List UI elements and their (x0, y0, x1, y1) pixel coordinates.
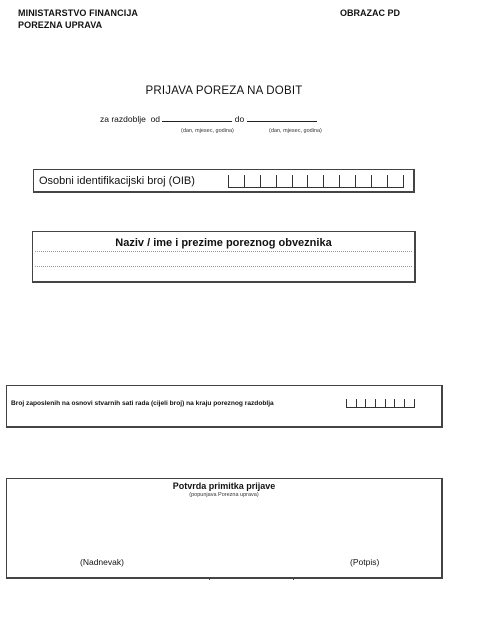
oib-section (33, 169, 415, 193)
oib-digit-cell[interactable] (228, 175, 244, 188)
taxpayer-label: Naziv / ime i prezime poreznog obveznika (115, 237, 332, 249)
divider-tick (209, 577, 210, 580)
period-from-hint: (dan, mjesec, godina) (181, 128, 234, 134)
oib-digit-cell[interactable] (292, 175, 308, 188)
oib-digit-cell[interactable] (260, 175, 276, 188)
taxpayer-line[interactable] (35, 266, 412, 267)
oib-label: Osobni identifikacijski broj (OIB) (39, 175, 195, 187)
header-issuer (18, 7, 138, 31)
receipt-section (6, 478, 443, 579)
oib-digit-cell[interactable] (371, 175, 387, 188)
employees-digit-cell[interactable] (404, 399, 414, 408)
employees-digit-cell[interactable] (394, 399, 404, 408)
employees-count-input[interactable] (346, 399, 415, 408)
oib-digit-cell[interactable] (276, 175, 292, 188)
oib-digit-cell[interactable] (339, 175, 355, 188)
employees-digit-cell[interactable] (365, 399, 375, 408)
period-to-field[interactable] (247, 114, 317, 122)
receipt-title: Potvrda primitka prijave (172, 481, 276, 491)
department-name: POREZNA UPRAVA (18, 20, 103, 30)
taxpayer-section (32, 231, 416, 283)
oib-digit-cell[interactable] (323, 175, 339, 188)
employees-digit-cell[interactable] (385, 399, 395, 408)
period-to-hint: (dan, mjesec, godina) (269, 128, 322, 134)
receipt-signature-label: (Potpis) (350, 557, 380, 567)
period-line (100, 114, 317, 124)
period-to-label: do (234, 114, 245, 124)
employees-digit-cell[interactable] (356, 399, 366, 408)
period-from-field[interactable] (162, 114, 232, 122)
taxpayer-line[interactable] (35, 251, 412, 252)
employees-digit-cell[interactable] (346, 399, 356, 408)
ministry-name: MINISTARSTVO FINANCIJA (18, 8, 139, 18)
employees-label: Broj zaposlenih na osnovi stvarnih sati rada (cijeli broj) na kraju poreznog razdoblja (11, 400, 274, 407)
oib-digit-cell[interactable] (355, 175, 371, 188)
form-code: OBRAZAC PD (340, 8, 400, 18)
receipt-subtitle: (popunjava Porezna uprava) (189, 492, 259, 498)
oib-digit-cell[interactable] (387, 175, 403, 188)
oib-digit-cell[interactable] (244, 175, 260, 188)
period-from-label: od (150, 114, 161, 124)
cell-end-divider (414, 399, 415, 408)
oib-digit-cell[interactable] (307, 175, 323, 188)
oib-input[interactable] (228, 175, 404, 188)
cell-end-divider (403, 175, 404, 188)
form-title: PRIJAVA POREZA NA DOBIT (145, 85, 303, 97)
employees-section (6, 385, 443, 428)
divider-tick (293, 577, 294, 580)
receipt-date-label: (Nadnevak) (80, 557, 124, 567)
period-prefix: za razdoblje (100, 114, 146, 124)
employees-digit-cell[interactable] (375, 399, 385, 408)
